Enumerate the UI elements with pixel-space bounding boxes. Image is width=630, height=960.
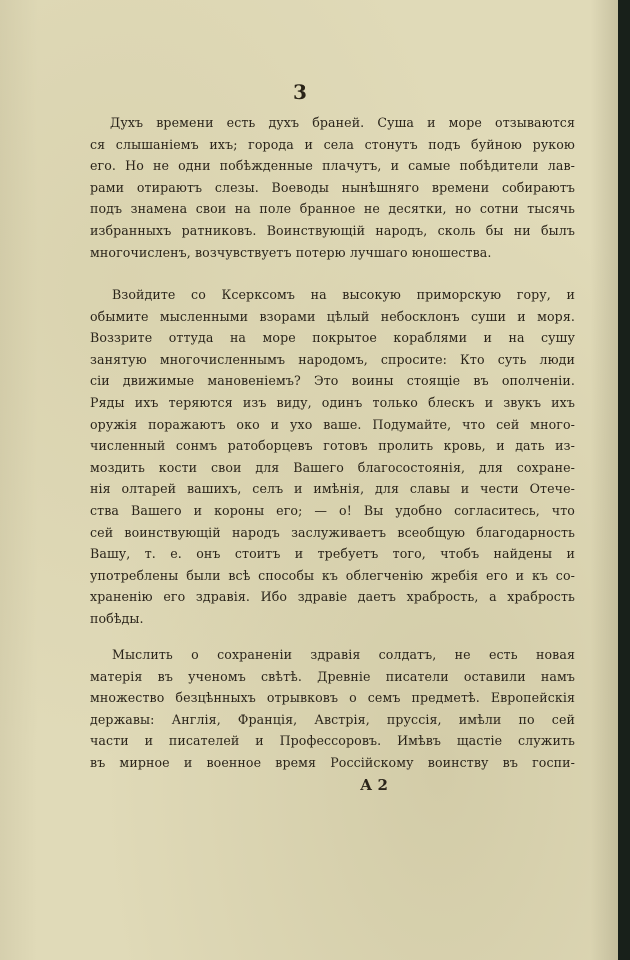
scan-edge bbox=[618, 0, 630, 960]
text-line: Ряды ихъ теряются изъ виду, одинъ только блескъ и звукъ ихъ bbox=[90, 394, 575, 410]
page-number: 3 bbox=[293, 80, 307, 104]
text-line: Мыслить о сохраненiи здравiя солдатъ, не есть новая bbox=[112, 647, 575, 662]
text-line: занятую многочисленнымъ народомъ, спросите: Кто суть люди bbox=[90, 351, 575, 367]
text-line: его. Но не одни побѣжденные плачутъ, и самые побѣдители лав- bbox=[90, 158, 575, 174]
text-line: Духъ времени есть духъ браней. Суша и море отзываются bbox=[110, 115, 575, 130]
text-line: оружiя поражаютъ око и ухо ваше. Подумайте, что сей много- bbox=[90, 416, 575, 432]
text-line: моздить кости свои для Вашего благосостоянiя, для сохране- bbox=[90, 459, 575, 475]
text-line: подъ знамена свои на поле бранное не десятки, но сотни тысячь bbox=[90, 201, 575, 217]
text-line: избранныхъ ратниковъ. Воинствующiй народъ, сколь бы ни былъ bbox=[90, 222, 575, 238]
paragraph-1 bbox=[90, 112, 575, 263]
text-line: ся слышанiемъ ихъ; города и села стонутъ подъ буйною рукою bbox=[90, 136, 575, 152]
text-line: нiя олтарей вашихъ, селъ и имѣнiя, для славы и чести Отече- bbox=[90, 481, 575, 497]
text-line: сiи движимые мановенiемъ? Это воины стоящiе въ ополченiи. bbox=[90, 373, 575, 389]
signature-mark: А 2 bbox=[360, 776, 388, 794]
text-line: многочисленъ, возчувствуетъ потерю лучшаго юношества. bbox=[90, 244, 492, 260]
text-line: ства Вашего и короны его; — о! Вы удобно согласитесь, что bbox=[90, 502, 575, 518]
text-line: побѣды. bbox=[90, 610, 144, 626]
paragraph-3 bbox=[90, 644, 575, 774]
text-line: Взойдите со Ксерксомъ на высокую приморскую гору, и bbox=[112, 287, 575, 302]
text-line: въ мирное и военное время Россiйскому воинству въ госпи- bbox=[90, 754, 575, 770]
text-line: употреблены были всѣ способы къ облегченiю жребiя его и къ со- bbox=[90, 567, 575, 583]
text-line: рами отираютъ слезы. Воеводы нынѣшняго времени собираютъ bbox=[90, 179, 575, 195]
text-line: множество безцѣнныхъ отрывковъ о семъ предметѣ. Европейскiя bbox=[90, 690, 575, 706]
text-line: части и писателей и Профессоровъ. Имѣвъ щастiе служить bbox=[90, 733, 575, 749]
paragraph-2 bbox=[90, 284, 575, 630]
text-line: державы: Англiя, Францiя, Австрiя, пруссiя, имѣли по сей bbox=[90, 711, 575, 727]
text-line: Воззрите оттуда на море покрытое кораблями и на сушу bbox=[90, 330, 575, 346]
text-line: сей воинствующiй народъ заслуживаетъ всеобщую благодарность bbox=[90, 524, 575, 540]
text-line: численный сонмъ ратоборцевъ готовъ пролить кровь, и дать из- bbox=[90, 438, 575, 454]
text-line: обымите мысленными взорами цѣлый небосклонъ суши и моря. bbox=[90, 308, 575, 324]
text-line: матерiя въ ученомъ свѣтѣ. Древнiе писатели оставили намъ bbox=[90, 668, 575, 684]
text-line: Вашу, т. е. онъ стоитъ и требуетъ того, чтобъ найдены и bbox=[90, 546, 575, 562]
text-line: храненiю его здравiя. Ибо здравiе даетъ храбрость, а храбрость bbox=[90, 589, 575, 605]
